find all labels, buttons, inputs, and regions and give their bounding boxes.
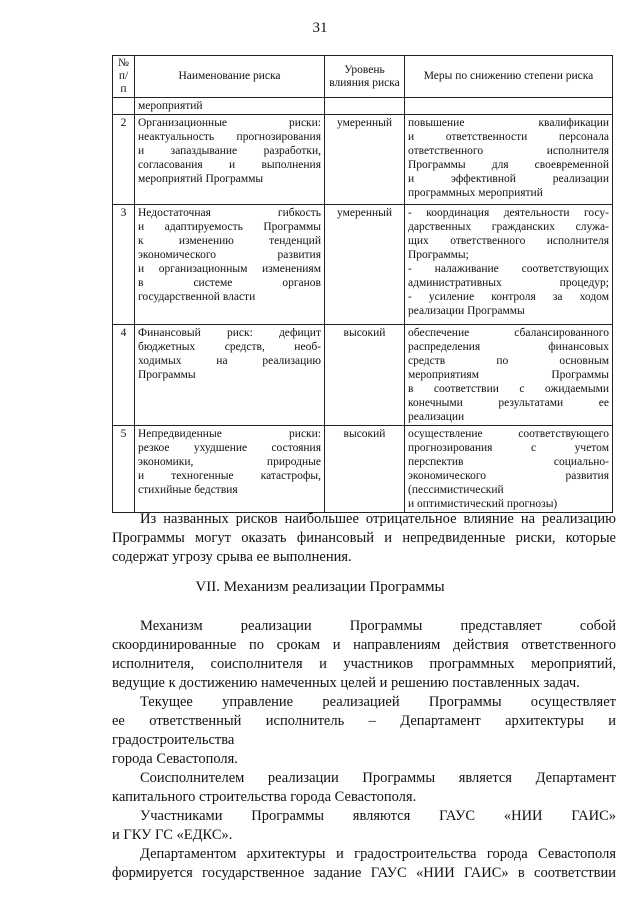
risk-name-line: государственной власти xyxy=(138,291,256,303)
row-number: 4 xyxy=(113,325,135,426)
body-line: Соисполнителем реализации Программы является Департамент xyxy=(140,770,616,786)
risk-measures-line: - усиление контроля за ходом xyxy=(408,291,609,303)
risk-measures-line: средств по основным xyxy=(408,355,609,367)
table-row xyxy=(113,325,613,426)
risk-measures xyxy=(405,426,613,513)
header-risk-level: Уровень влияния риска xyxy=(325,56,405,98)
risk-name-line: мероприятий Программы xyxy=(138,173,264,185)
body-line: ведущие к достижению намеченных целей и решению поставленных задач. xyxy=(112,675,580,691)
risk-name-line: Непредвиденные риски: xyxy=(138,428,321,440)
risk-level: высокий xyxy=(325,426,405,513)
conclusion-line: Из названных рисков наибольшее отрицательное влияние на реализацию xyxy=(140,511,616,527)
risk-name-line: Недостаточная гибкость xyxy=(138,207,321,219)
conclusion-paragraph xyxy=(112,510,616,567)
table-row xyxy=(113,426,613,513)
risk-name-line: Программы xyxy=(138,369,196,381)
risk-level: высокий xyxy=(325,325,405,426)
risk-measures xyxy=(405,325,613,426)
risk-measures-line: и оптимистический прогнозы) xyxy=(408,498,558,510)
body-line: формируется государственное задание ГАУС «НИИ ГАИС» в соответствии xyxy=(112,865,616,881)
section-body xyxy=(112,617,616,883)
risk-name-line: к изменению тенденций xyxy=(138,235,321,247)
risk-name-line: и организационным изменениям xyxy=(138,263,321,275)
risk-measures-line: реализации xyxy=(408,411,465,423)
risk-measures-line: - координация деятельности госу- xyxy=(408,207,609,219)
body-line: ее ответственный исполнитель – Департамент архитектуры и градостроительства xyxy=(112,713,616,748)
body-line: Механизм реализации Программы представляет собой xyxy=(140,618,616,634)
risk-level: умеренный xyxy=(325,115,405,205)
risk-measures-line: - налаживание соответствующих xyxy=(408,263,609,275)
body-line: города Севастополя. xyxy=(112,751,238,767)
header-risk-name: Наименование риска xyxy=(135,56,325,98)
risk-measures-line: дарственных гражданских служа- xyxy=(408,221,609,233)
risk-measures-line: конечными результатами ее xyxy=(408,397,609,409)
risk-measures-line: (пессимистический xyxy=(408,484,504,496)
risk-name-line: экономического развития xyxy=(138,249,321,261)
page-number: 31 xyxy=(312,20,328,36)
row-number: 5 xyxy=(113,426,135,513)
risk-measures-line: программных мероприятий xyxy=(408,187,543,199)
risk-name-line: резкое ухудшение состояния xyxy=(138,442,321,454)
conclusion-line: Программы могут оказать финансовый и непредвиденные риски, которые xyxy=(112,530,616,546)
body-line: Участниками Программы являются ГАУС «НИИ ГАИС» xyxy=(140,808,616,824)
risk-name-line: бюджетных средств, необ- xyxy=(138,341,321,353)
risk-measures-line: повышение квалификации xyxy=(408,117,609,129)
risk-measures-line: в соответствии с ожидаемыми xyxy=(408,383,609,395)
body-paragraph xyxy=(112,807,616,845)
risk-measures-line: перспектив социально- xyxy=(408,456,609,468)
risk-name-line: и техногенные катастрофы, xyxy=(138,470,321,482)
risk-measures-line: административных процедур; xyxy=(408,277,609,289)
risk-measures-line: прогнозирования с учетом xyxy=(408,442,609,454)
risk-name-line: неактуальность прогнозирования xyxy=(138,131,321,143)
risk-name-line: Финансовый риск: дефицит xyxy=(138,327,321,339)
header-measures: Меры по снижению степени риска xyxy=(405,56,613,98)
section-title: VII. Механизм реализации Программы xyxy=(195,579,445,595)
risk-name xyxy=(135,426,325,513)
risk-measures-line: щих ответственного исполнителя xyxy=(408,235,609,247)
body-paragraph xyxy=(112,845,616,883)
body-line: и ГКУ ГС «ЕДКС». xyxy=(112,827,233,843)
risk-name-line: и адаптируемость Программы xyxy=(138,221,321,233)
header-number: № п/п xyxy=(113,56,135,98)
body-line: Текущее управление реализацией Программы осуществляет xyxy=(140,694,616,710)
row-number: 2 xyxy=(113,115,135,205)
risk-name-line: в системе органов xyxy=(138,277,321,289)
continuation-text: мероприятий xyxy=(135,98,325,115)
risk-name xyxy=(135,325,325,426)
risk-measures xyxy=(405,205,613,325)
body-paragraph xyxy=(112,769,616,807)
risk-name xyxy=(135,205,325,325)
table-row xyxy=(113,115,613,205)
body-line: скоординированные по срокам и направлениям действия ответственного xyxy=(112,637,616,653)
risk-table xyxy=(112,55,613,513)
risk-measures-line: Программы для своевременной xyxy=(408,159,609,171)
risk-measures-line: и ответственности персонала xyxy=(408,131,609,143)
body-line: исполнителя, соисполнителя и участников программных мероприятий, xyxy=(112,656,616,672)
body-line: Департаментом архитектуры и градостроительства города Севастополя xyxy=(140,846,616,862)
risk-measures-line: реализации Программы xyxy=(408,305,525,317)
risk-measures-line: ответственного исполнителя xyxy=(408,145,609,157)
risk-name xyxy=(135,115,325,205)
risk-name-line: экономики, природные xyxy=(138,456,321,468)
risk-measures-line: и эффективной реализации xyxy=(408,173,609,185)
risk-name-line: Организационные риски: xyxy=(138,117,321,129)
risk-measures xyxy=(405,115,613,205)
risk-measures-line: Программы; xyxy=(408,249,469,261)
risk-name-line: и запаздывание разработки, xyxy=(138,145,321,157)
body-paragraph xyxy=(112,617,616,693)
risk-measures-line: экономического развития xyxy=(408,470,609,482)
conclusion-line: содержат угрозу срыва ее выполнения. xyxy=(112,549,352,565)
risk-measures-line: обеспечение сбалансированного xyxy=(408,327,609,339)
risk-name-line: стихийные бедствия xyxy=(138,484,238,496)
risk-measures-line: осуществление соответствующего xyxy=(408,428,609,440)
row-number: 3 xyxy=(113,205,135,325)
risk-name-line: ходимых на реализацию xyxy=(138,355,321,367)
risk-name-line: согласования и выполнения xyxy=(138,159,321,171)
risk-measures-line: мероприятиям Программы xyxy=(408,369,609,381)
table-row xyxy=(113,205,613,325)
body-line: капитального строительства города Севастополя. xyxy=(112,789,417,805)
risk-measures-line: распределения финансовых xyxy=(408,341,609,353)
body-paragraph xyxy=(112,693,616,769)
risk-level: умеренный xyxy=(325,205,405,325)
